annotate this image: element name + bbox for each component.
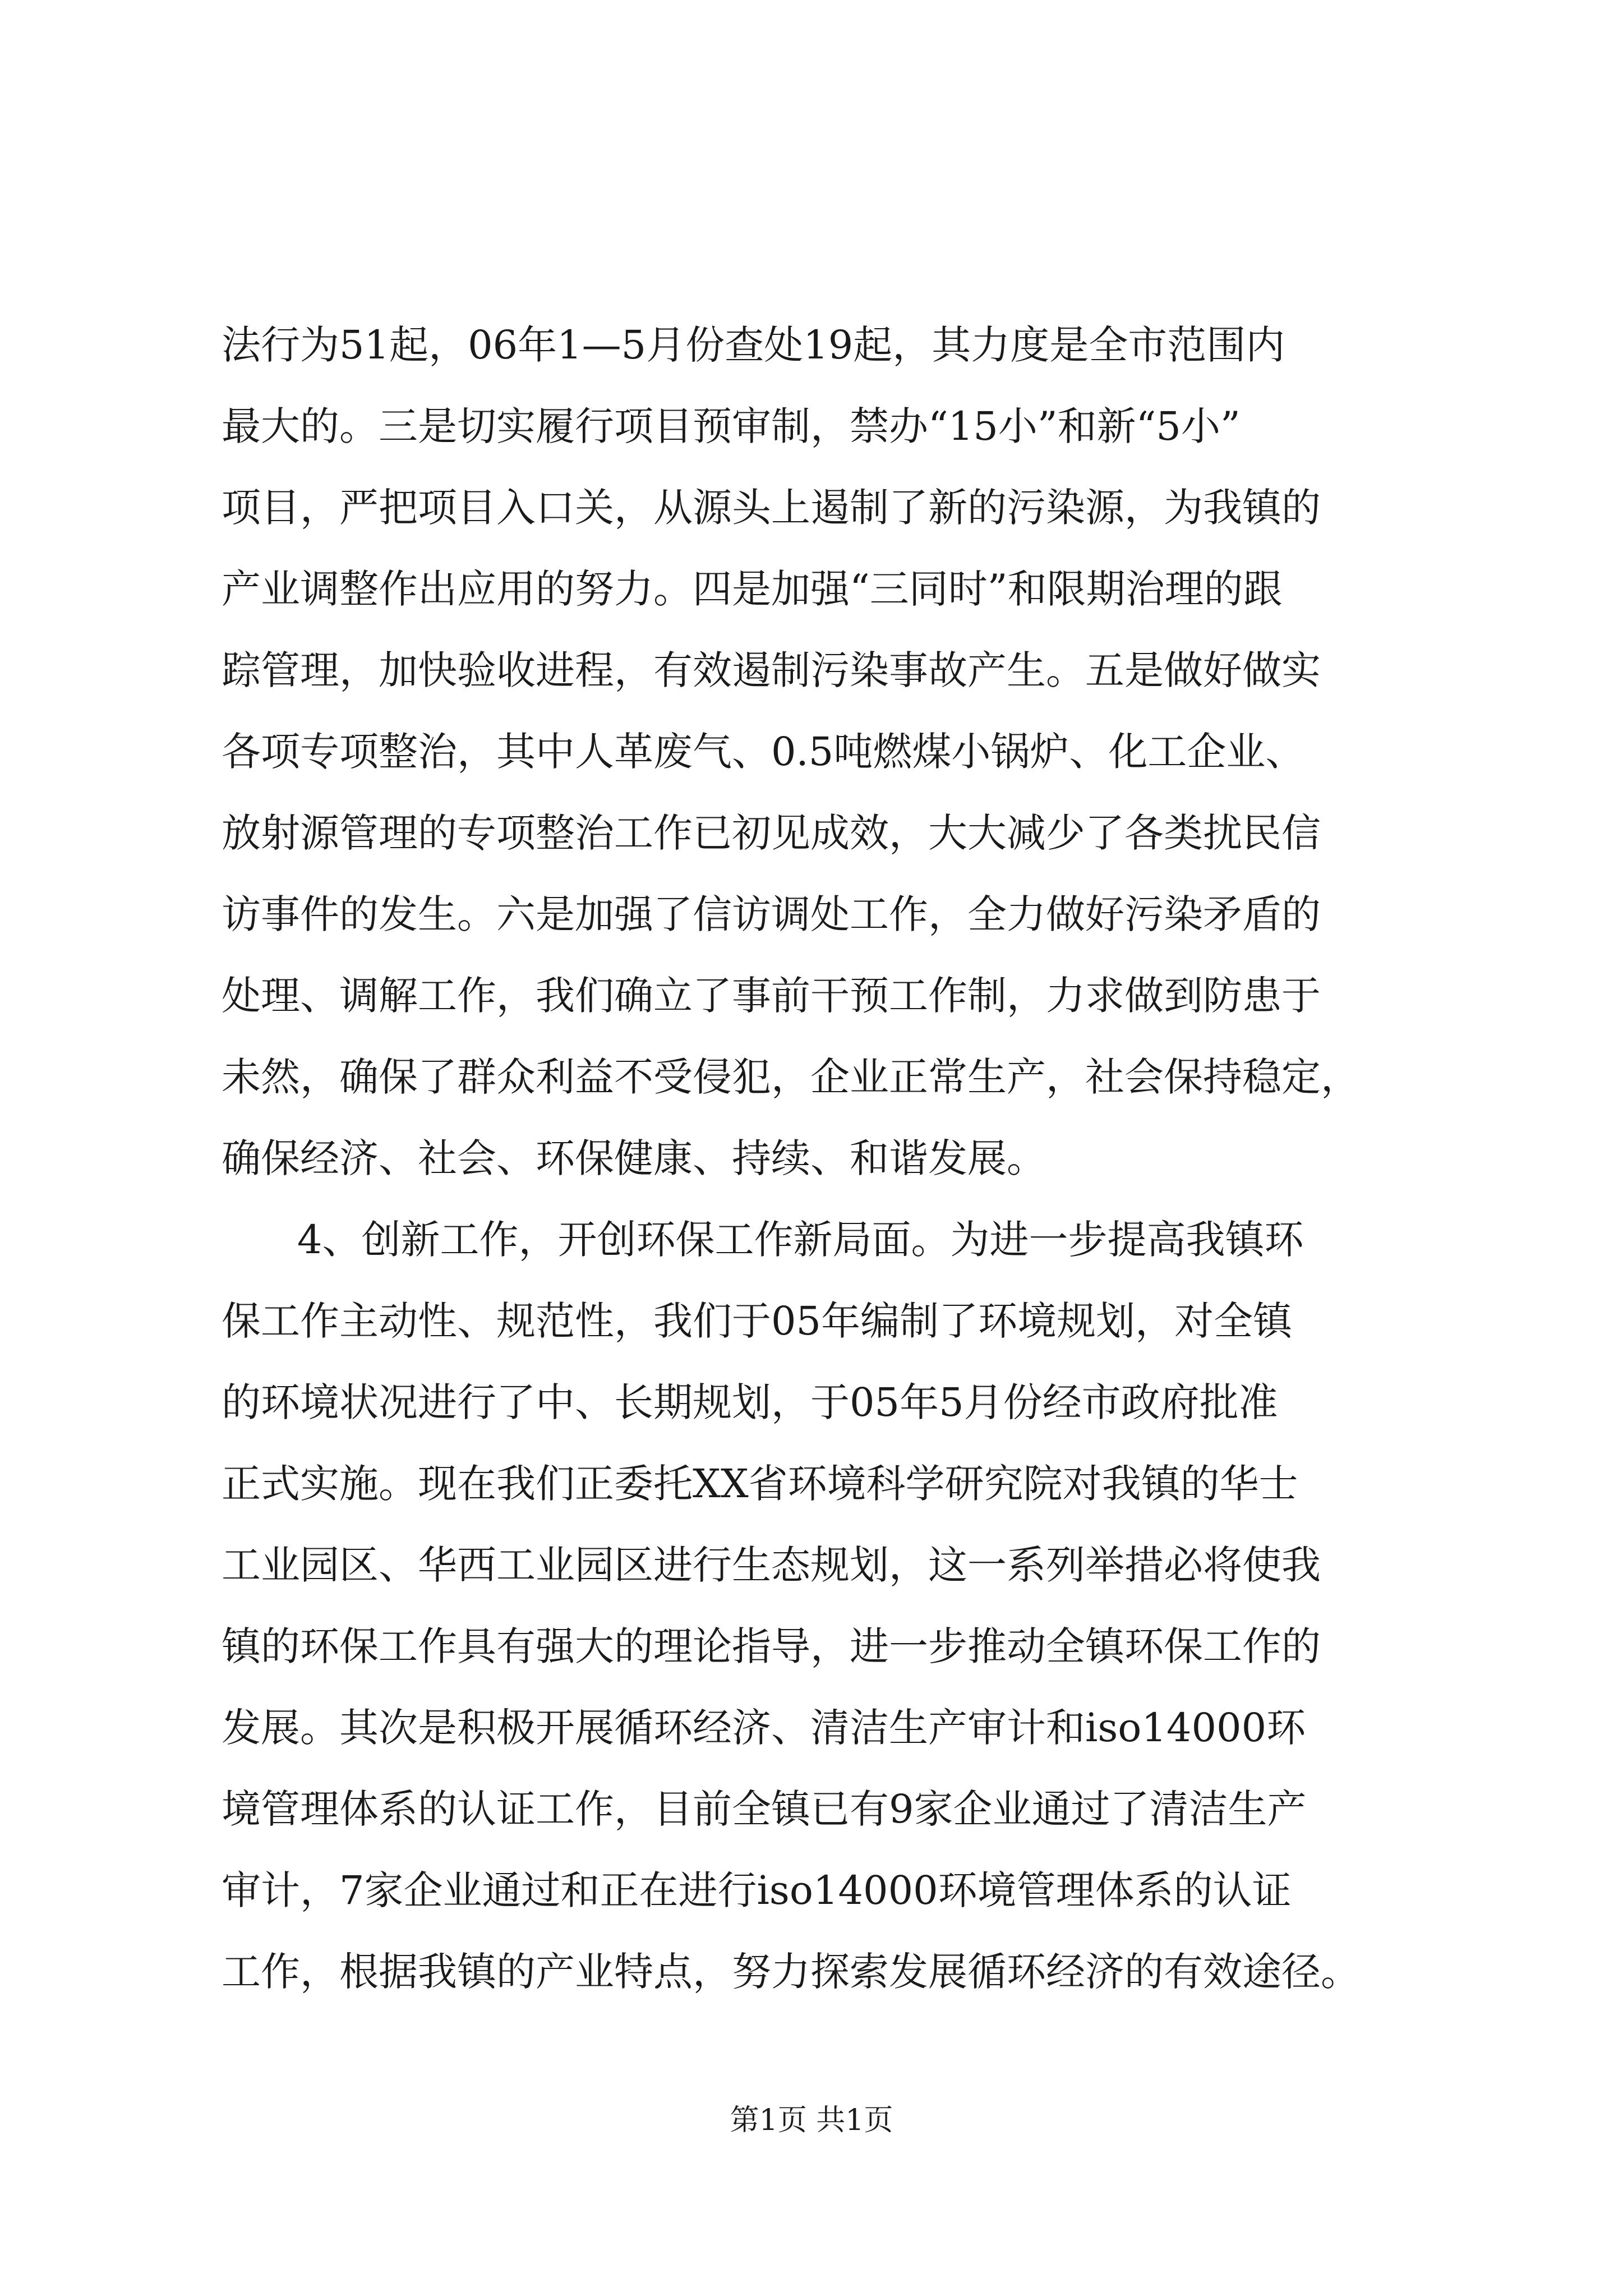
text-line: 访事件的发生。六是加强了信访调处工作，全力做好污染矛盾的 [222, 891, 1321, 937]
paragraph-first-line: 4、创新工作，开创环保工作新局面。为进一步提高我镇环 [297, 1217, 1304, 1263]
text-line: 工业园区、华西工业园区进行生态规划，这一系列举措必将使我 [222, 1542, 1321, 1588]
text-line: 的环境状况进行了中、长期规划，于05年5月份经市政府批准 [222, 1379, 1278, 1425]
text-line: 放射源管理的专项整治工作已初见成效，大大减少了各类扰民信 [222, 810, 1321, 856]
text-line: 踪管理，加快验收进程，有效遏制污染事故产生。五是做好做实 [222, 647, 1321, 693]
page-footer: 第1页 共1页 [730, 2104, 893, 2137]
text-line: 审计，7家企业通过和正在进行iso14000环境管理体系的认证 [222, 1867, 1292, 1913]
text-line: 产业调整作出应用的努力。四是加强“三同时”和限期治理的跟 [222, 566, 1283, 612]
text-line: 正式实施。现在我们正委托XX省环境科学研究院对我镇的华士 [222, 1461, 1298, 1507]
text-line: 处理、调解工作，我们确立了事前干预工作制，力求做到防患于 [222, 973, 1321, 1019]
text-line: 法行为51起，06年1—5月份查处19起，其力度是全市范围内 [222, 322, 1285, 368]
text-line: 确保经济、社会、环保健康、持续、和谐发展。 [222, 1135, 1046, 1181]
text-line: 各项专项整治，其中人革废气、0.5吨燃煤小锅炉、化工企业、 [222, 729, 1305, 775]
text-line: 镇的环保工作具有强大的理论指导，进一步推动全镇环保工作的 [222, 1623, 1321, 1669]
text-line: 未然，确保了群众利益不受侵犯，企业正常生产，社会保持稳定， [222, 1054, 1360, 1100]
text-line: 境管理体系的认证工作，目前全镇已有9家企业通过了清洁生产 [222, 1786, 1307, 1832]
text-line: 保工作主动性、规范性，我们于05年编制了环境规划，对全镇 [222, 1298, 1293, 1344]
text-line: 工作，根据我镇的产业特点，努力探索发展循环经济的有效途径。 [222, 1949, 1360, 1995]
text-line: 发展。其次是积极开展循环经济、清洁生产审计和iso14000环 [222, 1705, 1306, 1751]
text-line: 最大的。三是切实履行项目预审制，禁办“15小”和新“5小” [222, 403, 1241, 449]
text-line: 项目，严把项目入口关，从源头上遏制了新的污染源，为我镇的 [222, 485, 1321, 531]
